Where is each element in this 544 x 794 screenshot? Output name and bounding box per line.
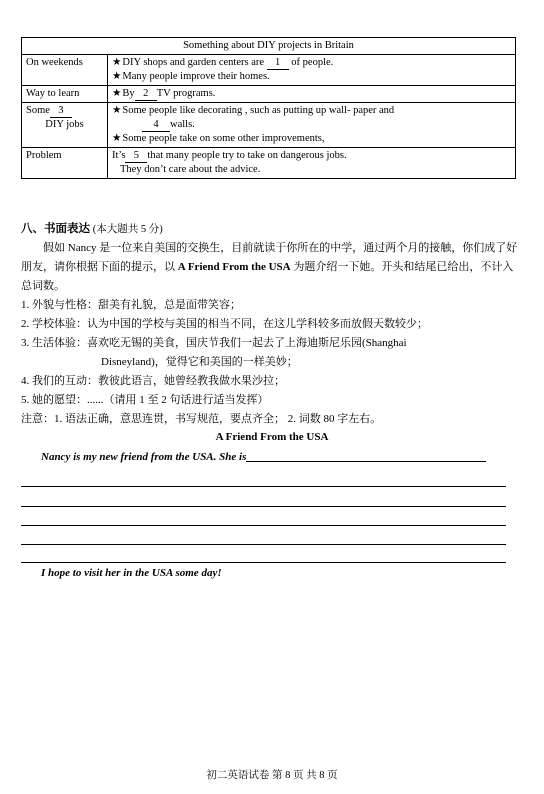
line-text: It’s — [112, 150, 126, 161]
intro-text: 假如 Nancy 是一位来自美国的交换生，目前就读于你所在的中学，通过两个月的接触，你们成了好朋友，请你根据下面的提示，以 — [21, 242, 518, 273]
star-icon: ★ — [112, 133, 122, 144]
star-icon: ★ — [112, 88, 122, 99]
requirement-item: 5. 她的愿望：......（请用 1 至 2 句话进行适当发挥） — [21, 394, 269, 406]
writing-line[interactable] — [21, 525, 506, 526]
star-icon: ★ — [112, 57, 122, 68]
writing-section — [21, 219, 521, 429]
row-content-problem — [108, 148, 516, 179]
row-content-way-to-learn — [108, 86, 516, 103]
blank-4[interactable]: 4 — [142, 119, 170, 132]
requirement-item-continued: Disneyland)，觉得它和美国的一样美妙； — [101, 356, 298, 368]
line-text: walls. — [170, 119, 195, 130]
table-row — [22, 55, 516, 86]
writing-line[interactable] — [21, 486, 506, 487]
blank-3[interactable]: 3 — [50, 105, 72, 118]
label-text: Some — [26, 105, 50, 116]
star-icon: ★ — [112, 105, 122, 116]
writing-line[interactable] — [21, 562, 506, 563]
star-icon: ★ — [112, 71, 122, 82]
blank-2[interactable]: 2 — [135, 88, 157, 101]
table-row — [22, 103, 516, 148]
essay-closing: I hope to visit her in the USA some day! — [41, 567, 222, 579]
line-text: They don’t care about the advice. — [120, 164, 261, 175]
line-text: By — [122, 88, 135, 99]
line-text: of people. — [291, 57, 334, 68]
table-row — [22, 148, 516, 179]
row-label-weekends: On weekends — [22, 55, 108, 86]
section-title: 八、书面表达 — [21, 221, 90, 235]
requirement-item: 2. 学校体验：认为中国的学校与美国的相当不同，在这儿学科较多而放假天数较少； — [21, 318, 428, 330]
writing-note: 注意：1. 语法正确，意思连贯，书写规范，要点齐全； 2. 词数 80 字左右。 — [21, 413, 382, 425]
intro-bold-title: A Friend From the USA — [177, 261, 291, 273]
row-label-problem: Problem — [22, 148, 108, 179]
writing-line[interactable] — [21, 544, 506, 545]
blank-1[interactable]: 1 — [267, 57, 289, 70]
line-text: Many people improve their homes. — [122, 71, 270, 82]
writing-line[interactable] — [21, 506, 506, 507]
requirement-item: 4. 我们的互动：教彼此语言，她曾经教我做水果沙拉； — [21, 375, 285, 387]
line-text: Some people like decorating , such as putting up wall- paper and — [122, 105, 395, 116]
row-label-some-diy-jobs — [22, 103, 108, 148]
diy-summary-table — [21, 37, 516, 179]
table-row — [22, 86, 516, 103]
essay-opening — [41, 451, 486, 463]
requirement-item: 1. 外貌与性格：甜美有礼貌，总是面带笑容； — [21, 299, 241, 311]
section-score: (本大题共 5 分) — [92, 224, 163, 235]
row-label-way-to-learn: Way to learn — [22, 86, 108, 103]
line-text: Some people take on some other improvements, — [122, 133, 325, 144]
answer-blank[interactable] — [246, 461, 486, 462]
line-text: TV programs. — [156, 88, 216, 99]
row-content-some-diy-jobs — [108, 103, 516, 148]
line-text: that many people try to take on dangerous jobs. — [147, 150, 347, 161]
line-text: DIY shops and garden centers are — [122, 57, 265, 68]
page-footer: 初二英语试卷 第 8 页 共 8 页 — [206, 770, 338, 781]
table-header: Something about DIY projects in Britain — [22, 38, 516, 55]
blank-5[interactable]: 5 — [125, 150, 147, 163]
intro-text: 为题介绍一下她。开头和结尾已给出，不计入总词数。 — [21, 261, 514, 292]
opening-text: Nancy is my new friend from the USA. She is — [41, 451, 247, 463]
essay-title: A Friend From the USA — [215, 431, 329, 443]
task-description — [21, 239, 521, 296]
row-content-weekends — [108, 55, 516, 86]
requirement-item: 3. 生活体验：喜欢吃无锡的美食，国庆节我们一起去了上海迪斯尼乐园(Shanghai — [21, 337, 407, 349]
label-text: DIY jobs — [45, 119, 84, 130]
